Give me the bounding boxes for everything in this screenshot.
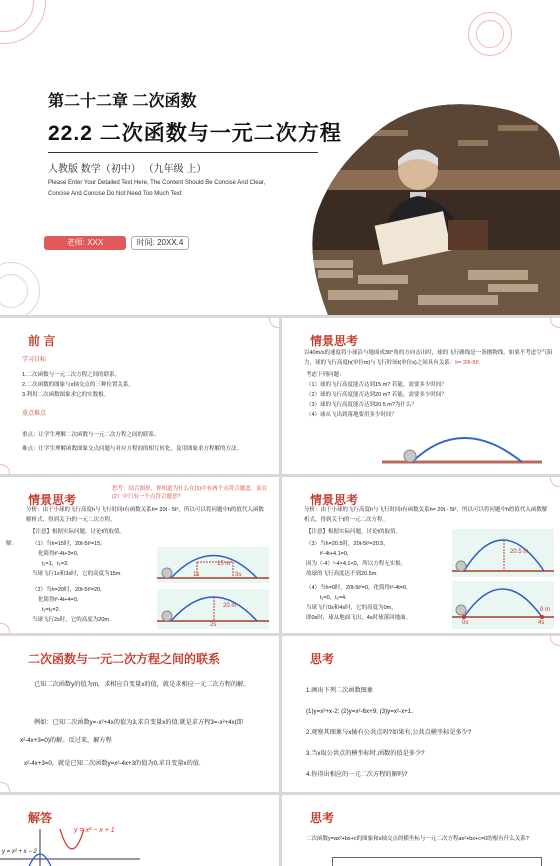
question: （1）球的飞行高度能否达到15 m? 若能，需要多少时间？: [306, 382, 447, 388]
solution-line: t₁=0，t₂=4.: [320, 595, 347, 601]
think-item: 3.当x取公共点的横坐标时,函数的值是多少?: [306, 750, 425, 757]
time-label: 4s: [538, 620, 545, 626]
slide-heading: 前 言: [28, 334, 56, 348]
time-label: 2s: [210, 622, 217, 628]
solution-line: t²-4t+4.1=0,: [320, 551, 349, 557]
decor-ring: [0, 782, 10, 792]
relation-paragraph: x²-4x+3=0，就是已知二次函数y=x²-4x+3的值为0,求自变量x的值.: [24, 760, 201, 767]
hint-text: 【注意】根据实际问题，讨论t的取值。: [30, 529, 126, 535]
time-label: 0s: [462, 620, 469, 626]
course-meta: 人教版 数学（初中） （九年级 上）: [48, 164, 207, 175]
height-label: 20 m: [223, 603, 237, 609]
solution-line: （4）当h=0时，20t-5t²=0，化简得t²-4t=0,: [306, 585, 408, 591]
decor-ring: [0, 464, 10, 474]
key-point: 难点：让学生理解函数图象交点问题与对应方程间的相互转化，及用图象求方程解的方法。: [22, 446, 243, 452]
graph-20-5m: [452, 529, 554, 577]
solution-line: （1）当h=15时，20t-5t²=15,: [32, 541, 102, 547]
slide-heading: 情景思考: [28, 493, 77, 507]
decor-ring: [550, 636, 560, 646]
key-title: 重点难点: [22, 411, 47, 417]
situation-slide-1: [282, 318, 560, 474]
relation-paragraph: 例如：已知二次函数y=-x²+4x的值为3,求自变量x的值.就是求方程3=-x²+4x(即x²-4x+3=0)的解。反过来，解方程: [20, 719, 244, 744]
solution-line: 当球飞行0s和4s时，它的高度为0m，: [306, 605, 397, 611]
time-badge: 时间: 20XX.4: [131, 236, 189, 250]
graph-0m: [452, 581, 554, 629]
graph-15m: [157, 547, 269, 583]
slide-heading: 情景思考: [310, 334, 359, 348]
height-label: 20.5 m: [510, 549, 529, 555]
intro-text: 以40m/s的速度将小球沿与地面成30°角的方向击出时，球的飞行路线是一条抛物线。如果不考虑空气阻力，球的飞行高度h(单位m)与飞行时间t(单位s)之间具有关系：: [304, 350, 553, 366]
goal-item: 1.二次函数与一元二次方程之间的联系。: [22, 372, 121, 378]
height-label: 0 m: [540, 607, 551, 613]
question: （2）球的飞行高度能否达到20 m? 若能，需要多少时间？: [306, 392, 447, 398]
subtitle-text: Please Enter Your Detailed Text Here, The Content Should Be Concise And Clear, Concise And Concise Do Not Need Too Much Text: [48, 180, 266, 197]
teacher-badge: 老师: XXX: [44, 236, 126, 250]
think-note: 思考：结合图形，你知道为什么在(1)中有两个点符合题意，而在(2）中只有一个点符合题意?: [112, 486, 268, 500]
decor-ring: [550, 318, 560, 328]
solution-line: t₁=1，t₂=3.: [42, 561, 69, 567]
time-label: 1s: [193, 572, 200, 578]
lesson-title: 22.2 二次函数与一元二次方程: [48, 122, 342, 145]
slide-heading: 二次函数与一元二次方程之间的联系: [28, 652, 221, 666]
ask-text: 考虑下列问题：: [306, 372, 345, 378]
solution-line: 因为（-4）²-4×4.1<0，所以方程无实根。: [306, 561, 407, 567]
think-item: 4.你得出相应的一元二次方程的解吗?: [306, 771, 408, 778]
situation-slide-3: [282, 477, 560, 633]
hint-text: 【注意】根据实际问题，讨论t的取值。: [306, 529, 402, 535]
parabola-sketch: [0, 829, 140, 866]
situation-slide-2: [0, 477, 279, 633]
slide-heading: 思考: [310, 652, 335, 666]
height-label: 15 m: [217, 561, 231, 567]
slide-heading: 思考: [310, 811, 335, 825]
decor-ring: [269, 318, 279, 328]
think-item: (1)y=x²+x-2; (2)y=x²-6x+9; (3)y=x²-x+1.: [306, 708, 413, 715]
analysis-text: 分析：由于小球的飞行高度h与飞行时间t有函数关系h= 20t - 5t²，所以可以将问题中h的值代入函数解析式，得到关于t的一元二次方程。: [26, 507, 264, 523]
solution-line: （2）当h=20时，20t-5t²=20,: [32, 587, 102, 593]
chapter-title: 第二十二章 二次函数: [48, 93, 197, 110]
slide-heading: 解答: [28, 811, 53, 825]
function-label: y = x² + x − 2: [2, 849, 37, 855]
graph-20m: [157, 589, 269, 629]
solution-line: 当球飞行2s时，它的高度为20m.: [32, 617, 111, 623]
solution-label: 解：: [6, 541, 18, 547]
solution-line: （3）当h=20.5时，20t-5t²=20.5,: [306, 541, 385, 547]
solution-line: 化简得t²-4t+4=0,: [38, 597, 79, 603]
question: （4）球从飞出到落地要用多少时间？: [306, 412, 398, 418]
solution-line: 故球的飞行高度达不到20.5m.: [306, 571, 378, 577]
relation-paragraph: 已知二次函数y的值为m，求相应自变量x的值，就是求相应一元二次方程的解。: [34, 681, 250, 688]
title-divider: [48, 152, 318, 153]
formula: h= 20t-5t².: [455, 360, 481, 366]
think-slide-2: [282, 795, 560, 866]
relation-slide: [0, 636, 279, 792]
question: （3）球的飞行高度能否达到20.5 m?为什么？: [306, 402, 417, 408]
think-text: 二次函数y=ax²+bx+c的图象和x轴交点的横坐标与一元二次方程ax²+bx+c=0的根有什么关系?: [306, 836, 529, 842]
goal-item: 2.二次函数的图象与x轴交点的三种位置关系。: [22, 382, 134, 388]
think-item: 2.观察其图象与x轴有公共点吗?如果有,公共点横坐标是多少?: [306, 729, 472, 736]
decor-ring: [550, 477, 560, 487]
think-slide-1: [282, 636, 560, 792]
decor-ring: [0, 623, 10, 633]
decor-ring: [476, 20, 504, 48]
slide-heading: 情景思考: [310, 493, 359, 507]
time-label: 3s: [235, 572, 242, 578]
analysis-text: 分析：由于小球的飞行高度h与飞行时间t有函数关系h= 20t - 5t²，所以可以将问题中h的值代入函数解析式，得到关于t的一元二次方程。: [304, 507, 548, 523]
goal-item: 3.利用二次函数图象求它的实数根。: [22, 392, 110, 398]
trajectory-illustration: [382, 428, 542, 468]
solution-line: 化简得t²-4t+3=0,: [38, 551, 79, 557]
function-label: y = x² − x + 1: [74, 827, 115, 834]
think-item: 1.画出下列二次函数图象: [306, 687, 374, 694]
answer-slide: [0, 795, 279, 866]
table-stub: [332, 857, 542, 866]
goal-title: 学习目标: [22, 357, 47, 363]
solution-line: t₁=t₂=2.: [42, 607, 61, 613]
key-point: 重点：让学生理解二次函数与一元二次方程之间的联系。: [22, 432, 160, 438]
solution-line: 当球飞行1s和3s时，它的高度为15m.: [32, 571, 122, 577]
cover-slide: [0, 0, 560, 315]
reader-photo: [308, 100, 560, 315]
preface-slide: [0, 318, 279, 474]
solution-line: 即0s时，球从地面飞出，4s时球落回地面。: [306, 615, 412, 621]
